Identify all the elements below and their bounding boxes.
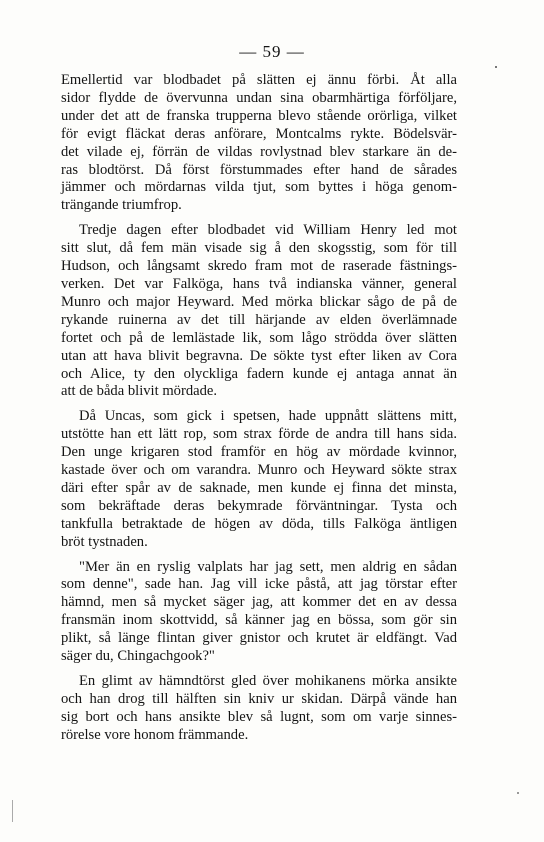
text-line: kastade över och om varandra. Munro och Heyward sökte strax [61,462,457,479]
text-line: bröt tystnaden. [61,533,148,550]
paragraph [61,673,457,745]
text-line: däri efter spår av de saknade, men kunde ej finna det minsta, [61,479,457,496]
text-line: Den unge krigaren stod framför en hög av mördade kvinnor, [61,444,457,461]
margin-speck [495,66,497,68]
text-line: sidor flydde de övervunna undan sina obarmhärtiga förföljare, [61,89,457,106]
text-line: för evigt fläckat deras anförare, Montcalms rykte. Bödelsvär- [61,125,457,142]
text-line: ras blodtörst. Då först förstummades efter hand de sårades [61,161,457,178]
paragraph [61,222,457,401]
text-line: utan att hava blivit begravna. De sökte tyst efter liken av Cora [61,347,457,364]
text-line: verken. Det var Falköga, hans två indianska vänner, general [61,275,457,292]
page-number: — 59 — [239,42,305,61]
text-line: rörelse vore honom främmande. [61,726,249,743]
text-line: sitt slut, då fem män visade sig å den skogsstig, som för till [61,240,457,257]
text-line: jämmer och mördarnas vilda tjut, som byttes i höga genom- [61,179,457,196]
text-line: Hudson, och långsamt skredo fram mot de raserade fästnings- [61,258,457,275]
text-line: fransmän inom skottvidd, så känner jag en bössa, som gör sin [61,612,457,629]
text-line: "Mer än en ryslig valplats har jag sett, men aldrig en sådan [79,558,457,575]
paragraph [61,72,457,215]
text-line: att de båda blivit mördade. [61,383,218,400]
text-line: utstötte han ett lätt rop, som strax förde de andra till hans sida. [61,426,457,443]
paragraph [61,559,457,666]
text-line: rykande ruinerna av det till härjande av elden överlämnade [61,311,457,328]
text-line: sig bort och hans ansikte blev så lugnt, som om varje sinnes- [61,708,457,725]
text-line: Tredje dagen efter blodbadet vid William Henry led mot [79,222,457,239]
text-line: under det att de franska trupperna blevo stående orörliga, vilket [61,107,457,124]
text-line: som denne", sade han. Jag vill icke påstå, att jag törstar efter [61,576,457,593]
margin-speck [517,792,519,794]
text-line: fortet och på de lemlästade lik, som lågo strödda över slätten [61,329,457,346]
text-line: hämnd, men så mycket säger jag, att kommer det en av dessa [61,594,457,611]
text-line: och Alice, ty den olyckliga fadern kunde ej antaga annat än [61,365,457,382]
text-line: Munro och major Heyward. Med mörka blickar sågo de på de [61,293,457,310]
text-line: plikt, så länge flintan giver gnistor och krutet är eldfängt. Vad [61,630,457,647]
text-line: trängande triumfrop. [61,197,182,214]
text-line: och han drog till hälften sin kniv ur skidan. Därpå vände han [61,690,457,707]
text-line: det vilade ej, förrän de vildas rovlystnad blev starkare än de- [61,143,457,160]
text-line: Då Uncas, som gick i spetsen, hade uppnått slättens mitt, [79,408,457,425]
margin-speck [12,800,13,822]
text-line: Emellertid var blodbadet på slätten ej ännu förbi. Åt alla [61,72,457,88]
body-text [61,72,457,752]
paragraph [61,408,457,551]
text-line: tankfulla betraktade de högen av döda, tills Falköga äntligen [61,515,457,532]
text-line: som bekräftade deras bekymrade förväntningar. Tysta och [61,497,457,514]
text-line: säger du, Chingachgook?" [61,648,215,665]
text-line: En glimt av hämndtörst gled över mohikanens mörka ansikte [79,673,457,689]
